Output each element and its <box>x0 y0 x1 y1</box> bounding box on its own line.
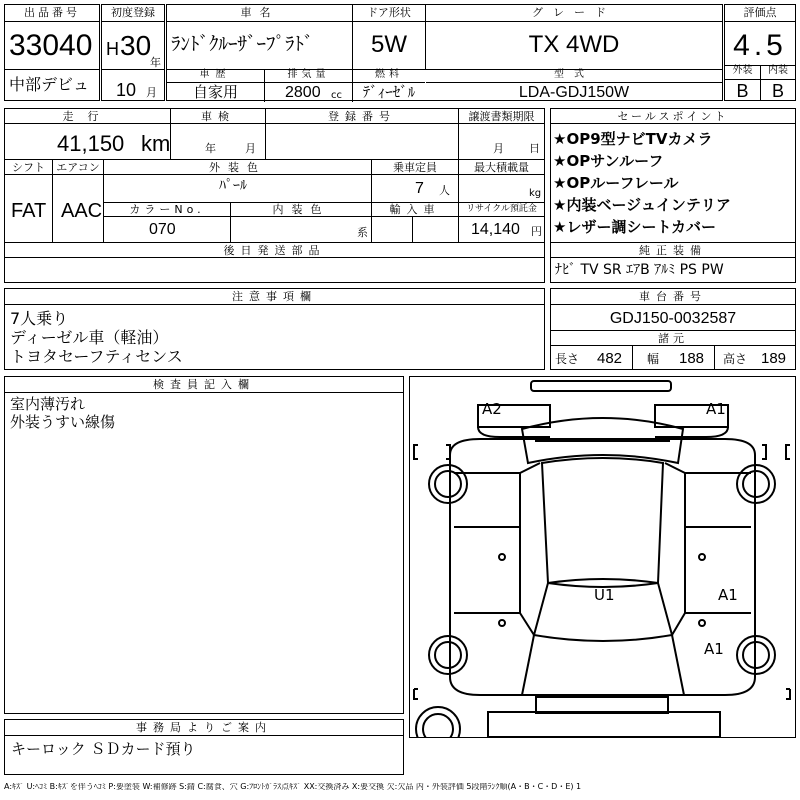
score-box <box>724 4 796 101</box>
inspector-line: 外装うすい線傷 <box>10 413 116 431</box>
sales-point: ★レザー調シートカバー <box>553 218 716 236</box>
office-value: キーロック ＳＤカード預り <box>11 740 196 758</box>
notes-line: ディーゼル車（軽油） <box>10 328 169 347</box>
lot-box <box>4 4 100 101</box>
mileage-label: 走行 <box>5 109 170 124</box>
transfer-day: 日 <box>529 142 540 155</box>
shift-value: FAT <box>11 200 47 222</box>
recycle-label: リサイクル預託金 <box>459 203 544 217</box>
displacement-unit: cc <box>331 90 342 101</box>
notes-line: トヨタセーフティセンス <box>10 347 183 366</box>
mileage-value: 41,150 <box>57 131 125 156</box>
history-value: 自家用 <box>192 83 238 101</box>
door-label: ドア形状 <box>353 5 425 22</box>
inspector-box <box>4 376 404 714</box>
header-main <box>166 4 723 101</box>
model-value: LDA-GDJ150W <box>518 84 630 101</box>
inspector-line: 室内薄汚れ <box>10 395 86 413</box>
first-reg-label: 初度登録 <box>102 5 164 22</box>
ac-label: エアコン <box>53 160 103 175</box>
sales-point: ★内装ベージュインテリア <box>553 196 731 214</box>
damage-mark: A1 <box>718 586 738 604</box>
displacement-value: 2800 <box>285 84 321 101</box>
int-color-unit: 系 <box>357 226 368 239</box>
score-label: 評価点 <box>725 5 795 22</box>
inspection-month: 月 <box>245 142 256 155</box>
first-reg-box <box>101 4 165 101</box>
damage-mark: A2 <box>482 400 502 418</box>
inspector-label: 検査員記入欄 <box>5 377 403 393</box>
office-label: 事務局よりご案内 <box>5 720 403 736</box>
shift-label: シフト <box>5 160 52 175</box>
capacity-label: 乗車定員 <box>372 160 458 175</box>
ext-color-value: ﾊﾟｰﾙ <box>219 178 247 194</box>
chassis-box <box>550 288 796 370</box>
lot-label: 出品番号 <box>5 5 99 22</box>
sales-point: ★OPサンルーフ <box>553 152 664 170</box>
height-label: 高さ <box>723 352 748 366</box>
recycle-unit: 円 <box>531 225 542 238</box>
chassis-label: 車台番号 <box>551 289 795 305</box>
damage-mark: U1 <box>594 586 615 604</box>
sales-box <box>550 108 796 283</box>
history-label: 車歴 <box>167 70 264 83</box>
door-value: 5W <box>371 31 407 58</box>
fuel-value: ﾃﾞｨｰｾﾞﾙ <box>362 83 416 101</box>
sales-point: ★OP9型ナビTVカメラ <box>553 130 713 148</box>
inspection-year: 年 <box>205 142 216 155</box>
color-no-label: カラーNo. <box>104 203 230 217</box>
reg-no-label: 登録番号 <box>266 109 458 124</box>
import-label: 輸入車 <box>372 203 458 217</box>
fuel-label: 燃料 <box>353 70 425 83</box>
equipment-label: 純正装備 <box>551 243 795 258</box>
notes-box <box>4 288 545 370</box>
grade-value: TX 4WD <box>528 31 620 58</box>
height-value: 189 <box>761 350 787 367</box>
ext-value: B <box>736 81 749 101</box>
width-label: 幅 <box>647 352 660 366</box>
length-value: 482 <box>597 350 623 367</box>
displacement-label: 排気量 <box>265 70 352 83</box>
inspection-label: 車検 <box>171 109 265 124</box>
notes-line: 7人乗り <box>10 309 69 328</box>
transfer-label: 譲渡書類期限 <box>459 109 544 124</box>
notes-label: 注意事項欄 <box>5 289 544 305</box>
capacity-value: 7 <box>415 180 424 197</box>
car-diagram-box <box>409 376 796 738</box>
sales-label: セールスポイント <box>551 109 795 124</box>
width-value: 188 <box>679 350 705 367</box>
car-name-label: 車名 <box>167 5 352 22</box>
ext-color-label: 外装色 <box>104 160 371 175</box>
spec-table <box>4 108 545 283</box>
score-value: 4.5 <box>733 29 787 62</box>
office-box <box>4 719 404 775</box>
int-label: 内装 <box>761 66 795 80</box>
capacity-unit: 人 <box>439 184 450 197</box>
debut-label: 中部デビュ <box>9 75 90 94</box>
transfer-month: 月 <box>493 142 504 155</box>
year-unit: 年 <box>150 56 161 69</box>
damage-mark: A1 <box>704 640 724 658</box>
grade-label: グレード <box>426 5 722 22</box>
ac-value: AAC <box>61 200 103 222</box>
dims-label: 諸元 <box>551 331 795 346</box>
ext-label: 外装 <box>725 66 760 80</box>
legend-text: A:ｷｽﾞ U:ﾍｺﾐ B:ｷｽﾞを伴うﾍｺﾐ P:要塗装 W:補修跡 S:錆 C:腐食、穴 G:ﾌﾛﾝﾄｶﾞﾗｽ点ｷｽﾞ XX:交換済み X:要交換 欠:欠品 内・外装評価 5段階ﾗﾝｸ順(A・B・C・D・E) 1 <box>4 783 582 791</box>
chassis-value: GDJ150-0032587 <box>609 310 737 327</box>
month: 10 <box>116 80 137 100</box>
model-label: 型式 <box>426 70 722 83</box>
lot-number: 33040 <box>9 29 93 62</box>
sales-point: ★OPルーフレール <box>553 174 679 192</box>
car-diagram <box>410 377 795 737</box>
car-name: ﾗﾝﾄﾞｸﾙｰｻﾞｰﾌﾟﾗﾄﾞ <box>171 33 314 55</box>
damage-mark: A1 <box>706 400 726 418</box>
era: H <box>106 39 119 59</box>
length-label: 長さ <box>555 352 580 366</box>
equipment-value: ﾅﾋﾞ TV SR ｴｱB ｱﾙﾐ PS PW <box>555 262 724 278</box>
mileage-unit: km <box>141 131 171 156</box>
color-no-value: 070 <box>149 221 176 238</box>
load-label: 最大積載量 <box>459 160 544 175</box>
year: 30 <box>120 30 152 61</box>
int-color-label: 内装色 <box>231 203 371 217</box>
load-unit: kg <box>529 188 542 199</box>
month-unit: 月 <box>146 86 157 99</box>
recycle-value: 14,140 <box>471 221 520 238</box>
int-value: B <box>771 81 784 101</box>
later-parts-label: 後日発送部品 <box>5 243 544 258</box>
